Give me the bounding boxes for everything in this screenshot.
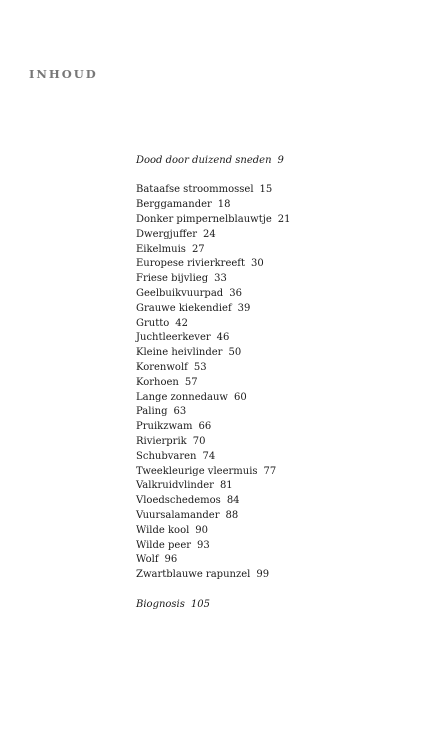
- toc-entry-page: 88: [225, 510, 239, 522]
- toc-entry-title: Lange zonnedauw: [136, 391, 228, 403]
- toc-entry-page: 27: [191, 243, 205, 255]
- toc-entry: [136, 183, 291, 198]
- toc-entry: [136, 539, 291, 554]
- toc-entry-title: Dood door duizend sneden: [136, 155, 272, 166]
- toc-entry: [136, 479, 291, 494]
- toc-entry-title: Valkruidvlinder: [136, 480, 214, 492]
- toc-entry-title: Kleine heivlinder: [136, 347, 223, 359]
- toc-entry-title: Grutto: [136, 317, 170, 329]
- toc-entry: [136, 243, 291, 258]
- toc-entry: [136, 435, 291, 450]
- toc-entry: [136, 509, 291, 524]
- toc-entry-title: Vloedschedemos: [136, 495, 221, 507]
- toc-entry: [136, 420, 291, 435]
- page-title: INHOUD: [29, 67, 98, 81]
- toc-entry-list: [136, 183, 291, 583]
- toc-entry-page: 33: [214, 273, 227, 285]
- toc-entry-page: 81: [219, 480, 233, 492]
- toc-entry-title: Wolf: [136, 554, 159, 566]
- toc-entry-title: Europese rivierkreeft: [136, 258, 246, 270]
- toc-entry-page: 84: [226, 495, 240, 507]
- toc-outro-entry: [136, 598, 291, 613]
- toc-entry: [136, 465, 291, 480]
- toc-entry: [136, 228, 291, 243]
- toc-entry: [136, 302, 291, 317]
- toc-entry-title: Zwartblauwe rapunzel: [136, 569, 251, 581]
- toc-entry-page: 99: [256, 569, 270, 581]
- toc-entry: [136, 213, 291, 228]
- toc-entry-page: 66: [198, 421, 212, 433]
- toc-entry: [136, 331, 291, 346]
- toc-entry-page: 30: [251, 258, 264, 270]
- toc-entry-page: 63: [173, 406, 187, 418]
- toc-entry-title: Wilde kool: [136, 524, 190, 536]
- toc-entry-page: 93: [197, 539, 210, 551]
- toc-entry-page: 46: [216, 332, 230, 344]
- toc-entry-page: 74: [202, 450, 216, 462]
- toc-entry-title: Korenwolf: [136, 362, 188, 374]
- toc-entry-title: Dwergjuffer: [136, 228, 198, 240]
- toc-entry-page: 50: [228, 347, 242, 359]
- toc-entry-page: 21: [277, 214, 291, 226]
- toc-entry: [136, 568, 291, 583]
- toc-entry-title: Friese bijvlieg: [136, 273, 209, 285]
- toc-entry: [136, 450, 291, 465]
- toc-entry-title: Korhoen: [136, 376, 179, 388]
- toc-entry: [136, 553, 291, 568]
- toc-entry-page: 77: [263, 465, 277, 477]
- toc-entry-title: Geelbuikvuurpad: [136, 288, 224, 300]
- toc-entry-title: Tweekleurige vleermuis: [136, 465, 258, 477]
- toc-entry-title: Wilde peer: [136, 539, 192, 551]
- toc-intro-entry: [136, 154, 291, 169]
- toc-entry-page: 90: [195, 524, 209, 536]
- toc-entry: [136, 317, 291, 332]
- toc-entry-page: 57: [184, 376, 198, 388]
- toc-entry-page: 60: [234, 391, 247, 403]
- toc-entry-title: Berggamander: [136, 199, 212, 211]
- toc-entry: [136, 361, 291, 376]
- toc-entry-page: 105: [190, 598, 210, 610]
- toc-entry: [136, 405, 291, 420]
- toc-entry: [136, 524, 291, 539]
- toc-entry-page: 42: [175, 317, 189, 329]
- toc-entry-title: Grauwe kiekendief: [136, 302, 232, 314]
- toc-entry-page: 36: [229, 288, 242, 300]
- toc-entry-title: Juchtleerkever: [136, 332, 211, 344]
- toc-entry: [136, 272, 291, 287]
- toc-entry-title: Paling: [136, 406, 168, 418]
- spacer: [136, 583, 291, 598]
- toc-entry-title: Bataafse stroommossel: [136, 184, 254, 196]
- toc-entry-page: 53: [193, 362, 207, 374]
- toc-entry-page: 39: [237, 302, 251, 314]
- toc-entry: [136, 198, 291, 213]
- toc-entry: [136, 391, 291, 406]
- table-of-contents: [136, 154, 291, 612]
- toc-entry-title: Biognosis: [136, 598, 185, 610]
- toc-entry-title: Schubvaren: [136, 450, 197, 462]
- toc-entry-page: 96: [164, 554, 178, 566]
- toc-entry-page: 18: [217, 199, 231, 211]
- toc-entry-page: 70: [192, 436, 206, 448]
- toc-entry: [136, 287, 291, 302]
- toc-entry-page: 15: [259, 184, 273, 196]
- toc-entry-page: 9: [277, 155, 284, 166]
- toc-entry: [136, 494, 291, 509]
- toc-entry-page: 24: [203, 228, 216, 240]
- spacer: [136, 169, 291, 184]
- toc-entry: [136, 376, 291, 391]
- toc-entry-title: Vuursalamander: [136, 510, 220, 522]
- toc-entry-title: Donker pimpernelblauwtje: [136, 214, 272, 226]
- toc-entry: [136, 257, 291, 272]
- toc-entry: [136, 346, 291, 361]
- toc-entry-title: Eikelmuis: [136, 243, 186, 255]
- toc-entry-title: Rivierprik: [136, 436, 187, 448]
- toc-entry-title: Pruikzwam: [136, 421, 193, 433]
